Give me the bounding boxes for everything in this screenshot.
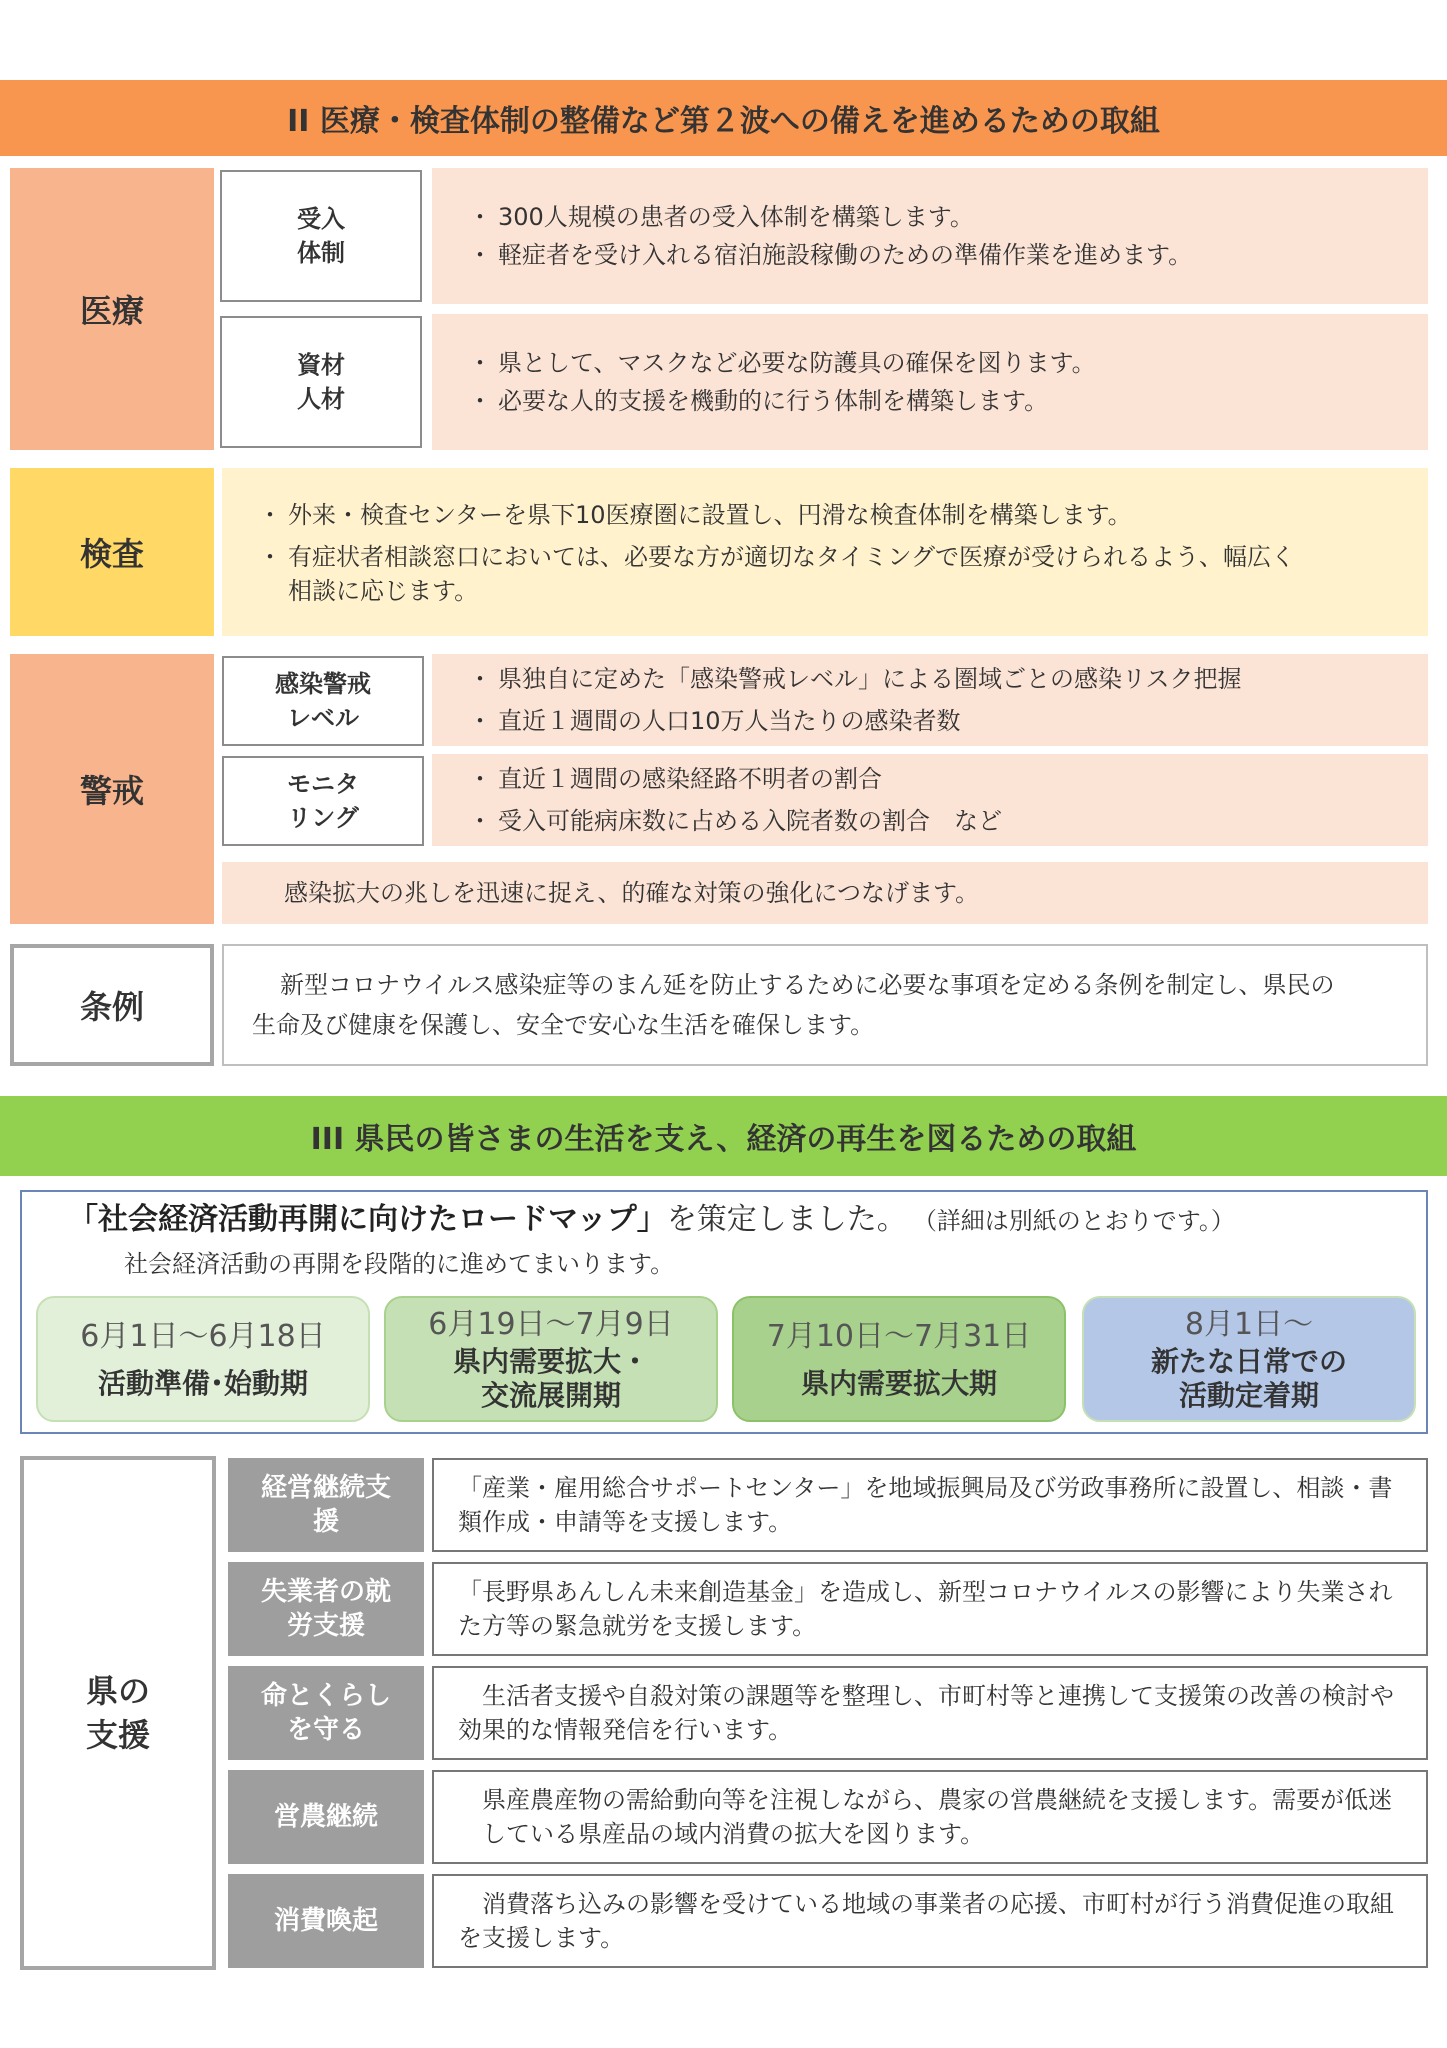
- alert-level-content: [432, 654, 1428, 746]
- sub-label-line: リング: [287, 804, 359, 832]
- gsub-label: 命とくらしを守る: [260, 1681, 391, 1745]
- ordinance-content: [222, 944, 1428, 1066]
- testing-category: [10, 468, 214, 636]
- support-life-content: [432, 1666, 1428, 1760]
- roadmap-phase-4: [1082, 1296, 1416, 1422]
- list-item: ・ 有症状者相談窓口においては、必要な方が適切なタイミングで医療が受けられるよう、幅広く相談に応じます。: [258, 540, 1308, 608]
- medical-sub-resources: [220, 316, 422, 448]
- phase-date: 7月10日～7月31日: [766, 1319, 1032, 1354]
- support-sub-farming: [228, 1770, 424, 1864]
- phase-date: 6月19日～7月9日: [428, 1307, 674, 1342]
- support-sub-business: [228, 1458, 424, 1552]
- section2-banner: [0, 80, 1447, 156]
- support-sub-consumption: [228, 1874, 424, 1968]
- alert-category: [10, 654, 214, 924]
- sub-label-line: 人材: [297, 385, 345, 413]
- list-item: ・ 県として、マスクなど必要な防護具の確保を図ります。: [468, 344, 1398, 382]
- roadmap-phase-1: [36, 1296, 370, 1422]
- alert-sub-monitoring: [222, 756, 424, 846]
- support-label: 県の支援: [85, 1672, 150, 1754]
- testing-label: 検査: [79, 535, 144, 573]
- gsub-label: 失業者の就労支援: [261, 1577, 392, 1641]
- testing-content: [222, 468, 1428, 636]
- sub-label-line: 受入: [297, 205, 345, 233]
- list-item: ・ 県独自に定めた「感染警戒レベル」による圏域ごとの感染リスク把握: [468, 658, 1408, 700]
- roadmap-note: （詳細は別紙のとおりです。）: [924, 1207, 1235, 1235]
- gsub-label: 経営継続支援: [261, 1473, 392, 1537]
- medical-label: 医療: [79, 292, 144, 330]
- support-text: 消費落ち込みの影響を受けている地域の事業者の応援、市町村が行う消費促進の取組を支援します。: [458, 1890, 1394, 1952]
- phase-label: 活動準備･始動期: [97, 1367, 308, 1400]
- support-business-content: [432, 1458, 1428, 1552]
- support-consumption-content: [432, 1874, 1428, 1968]
- sub-label-line: 資材: [297, 351, 345, 379]
- roadmap-suffix: を策定しました。: [666, 1202, 907, 1237]
- phase-date: 8月1日～: [1184, 1307, 1314, 1342]
- support-text: 県産農産物の需給動向等を注視しながら、農家の営農継続を支援します。需要が低迷している県産品の域内消費の拡大を図ります。: [482, 1786, 1393, 1848]
- list-item: ・ 300人規模の患者の受入体制を構築します。: [468, 198, 1398, 236]
- alert-monitoring-content: [432, 754, 1428, 846]
- alert-label: 警戒: [79, 772, 144, 810]
- section2-title: II 医療・検査体制の整備など第２波への備えを進めるための取組: [287, 104, 1160, 139]
- list-item: ・ 直近１週間の感染経路不明者の割合: [468, 758, 1408, 800]
- support-sub-employment: [228, 1562, 424, 1656]
- list-item: ・ 必要な人的支援を機動的に行う体制を構築します。: [468, 382, 1398, 420]
- phase-label: 新たな日常での活動定着期: [1150, 1345, 1347, 1412]
- medical-sub-acceptance: [220, 170, 422, 302]
- sub-label-line: 体制: [297, 239, 345, 267]
- phase-label: 県内需要拡大期: [800, 1367, 997, 1400]
- roadmap-phase-2: [384, 1296, 718, 1422]
- support-farming-content: [432, 1770, 1428, 1864]
- list-item: ・ 軽症者を受け入れる宿泊施設稼働のための準備作業を進めます。: [468, 236, 1398, 274]
- gsub-label: 消費喚起: [273, 1906, 378, 1936]
- ordinance-label: 条例: [79, 988, 144, 1026]
- list-item: ・ 外来・検査センターを県下10医療圏に設置し、円滑な検査体制を構築します。: [258, 496, 1308, 534]
- sub-label-line: レベル: [287, 704, 359, 732]
- roadmap-phase-3: [732, 1296, 1066, 1422]
- roadmap-subtitle: 社会経済活動の再開を段階的に進めてまいります。: [124, 1250, 675, 1278]
- sub-label-line: 感染警戒: [275, 670, 371, 698]
- ordinance-category: [10, 944, 214, 1066]
- roadmap-title: 「社会経済活動再開に向けたロードマップ」: [68, 1202, 667, 1237]
- support-text: 「産業・雇用総合サポートセンター」を地域振興局及び労政事務所に設置し、相談・書類作成・申請等を支援します。: [458, 1474, 1393, 1536]
- alert-note: [222, 862, 1428, 924]
- alert-note-text: 感染拡大の兆しを迅速に捉え、的確な対策の強化につなげます。: [284, 879, 980, 907]
- support-employment-content: [432, 1562, 1428, 1656]
- list-item: ・ 直近１週間の人口10万人当たりの感染者数: [468, 700, 1408, 742]
- support-text: 生活者支援や自殺対策の課題等を整理し、市町村等と連携して支援策の改善の検討や効果的な情報発信を行います。: [458, 1682, 1394, 1744]
- phase-label: 県内需要拡大・交流展開期: [452, 1345, 649, 1412]
- support-sub-life: [228, 1666, 424, 1760]
- phase-date: 6月1日～6月18日: [80, 1319, 326, 1354]
- medical-resources-content: [432, 314, 1428, 450]
- ordinance-text: 新型コロナウイルス感染症等のまん延を防止するために必要な事項を定める条例を制定し、県民の生命及び健康を保護し、安全で安心な生活を確保します。: [252, 971, 1335, 1039]
- section3-banner: [0, 1096, 1447, 1176]
- section3-title: III 県民の皆さまの生活を支え、経済の再生を図るための取組: [310, 1122, 1137, 1157]
- support-text: 「長野県あんしん未来創造基金」を造成し、新型コロナウイルスの影響により失業された方等の緊急就労を支援します。: [458, 1578, 1393, 1640]
- list-item: ・ 受入可能病床数に占める入院者数の割合 など: [468, 800, 1408, 842]
- sub-label-line: モニタ: [287, 770, 359, 798]
- gsub-label: 営農継続: [273, 1802, 378, 1832]
- medical-acceptance-content: [432, 168, 1428, 304]
- medical-category: [10, 168, 214, 450]
- support-category: [20, 1456, 216, 1970]
- roadmap-heading: [68, 1198, 1408, 1242]
- alert-sub-level: [222, 656, 424, 746]
